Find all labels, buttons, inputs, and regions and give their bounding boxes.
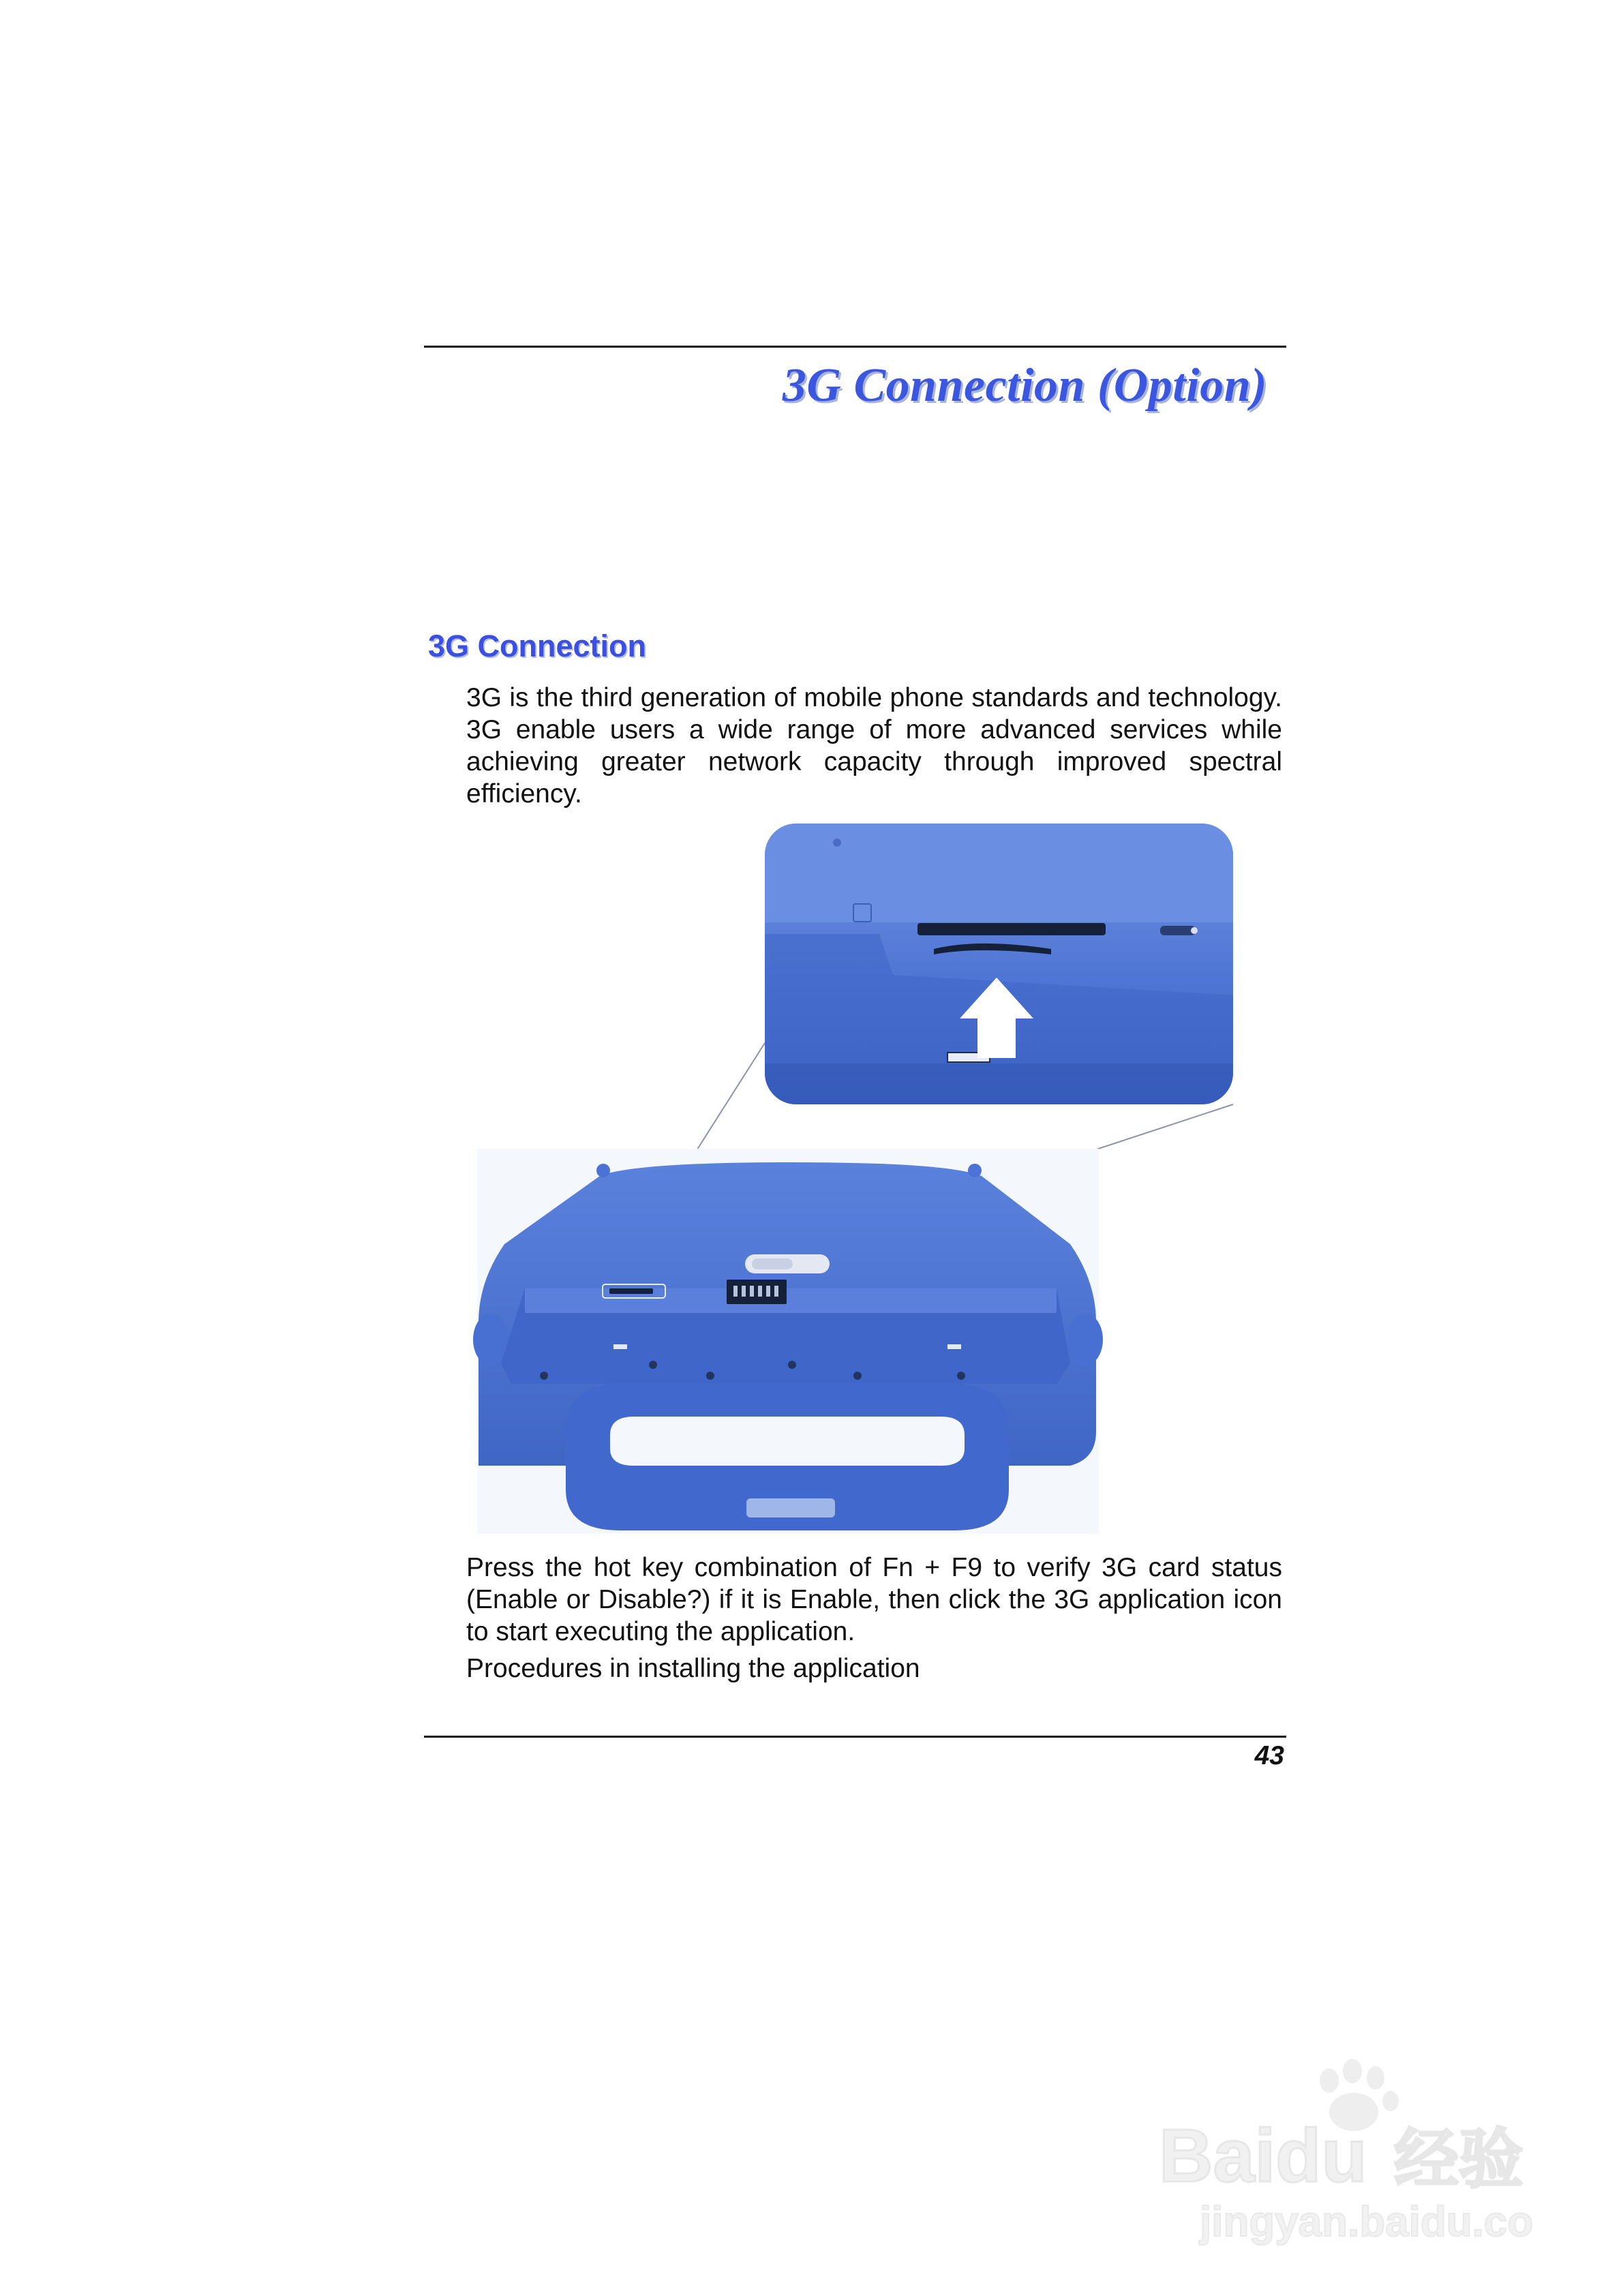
instruction-paragraph: Press the hot key combination of Fn + F9 to verify 3G card status (Enable or Disable?) if it is Enable, then click the 3G application icon to start executing the application. (466, 1553, 1282, 1646)
watermark-url: jingyan.baidu.com (1200, 2199, 1534, 2246)
baidu-watermark (1152, 2045, 1534, 2250)
watermark-brand: Baidu (1159, 2114, 1367, 2198)
procedures-paragraph: Procedures in installing the application (466, 1654, 920, 1683)
sim-slot-figure (470, 818, 1241, 1534)
intro-paragraph: 3G is the third generation of mobile phone standards and technology. 3G enable users a wide range of more advanced services while achieving greater network capacity through improved spectral efficiency. (466, 683, 1282, 809)
footer-rule (424, 1736, 1286, 1738)
slot-closeup (765, 824, 1233, 1104)
header-rule (424, 346, 1286, 348)
chapter-title: 3G Connection (Option) (782, 359, 1267, 412)
watermark-brand-cn: 经验 (1394, 2122, 1524, 2197)
page-number: 43 (1254, 1741, 1284, 1770)
section-heading: 3G Connection (428, 629, 647, 663)
tablet-body-photo (473, 1149, 1103, 1534)
